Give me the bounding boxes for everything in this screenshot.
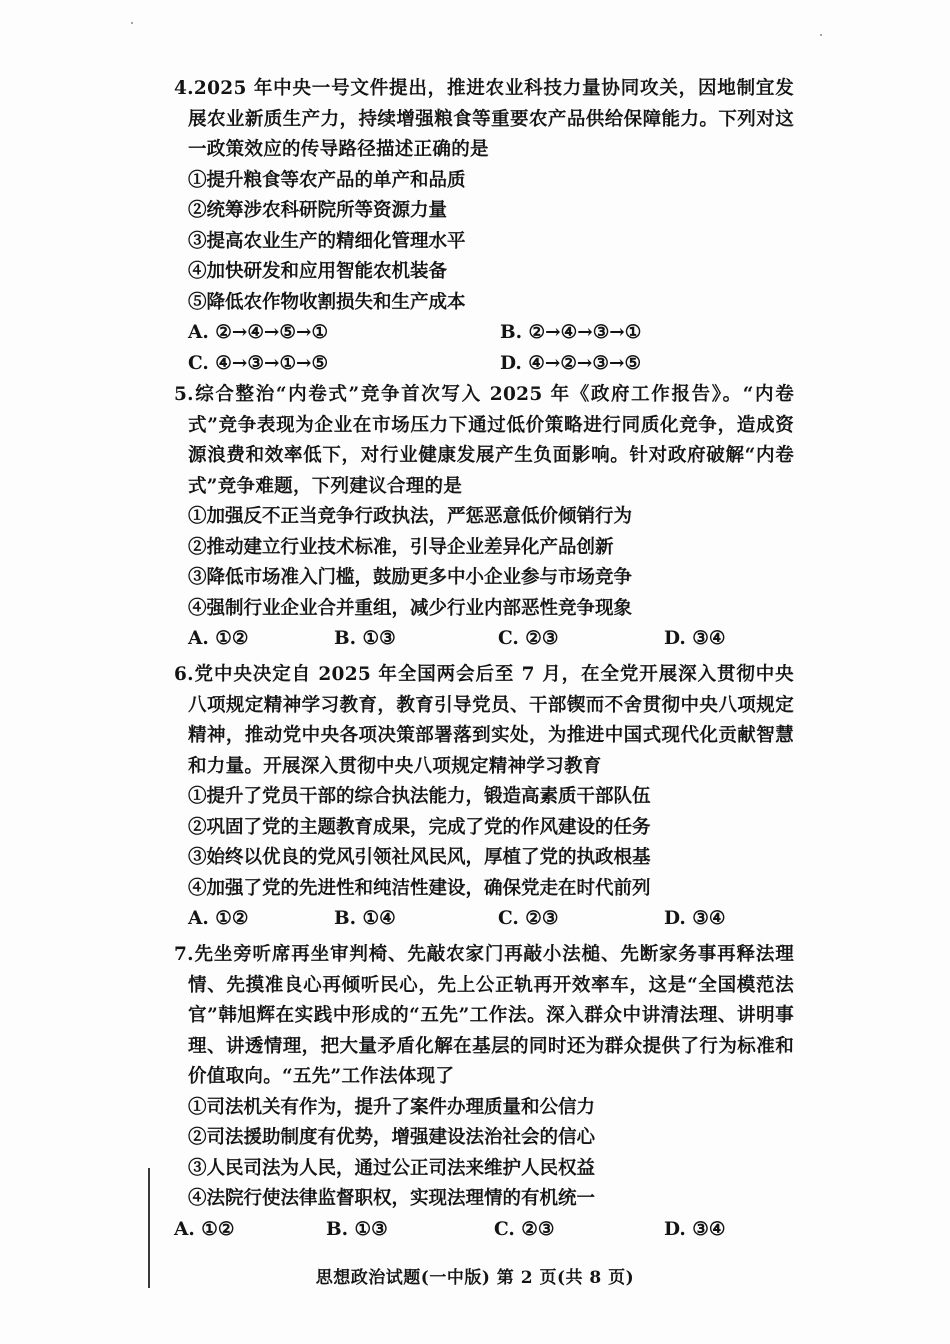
option-b: B. ①③ <box>326 1218 388 1240</box>
question-text: 党中央决定自 2025 年全国两会后至 7 月，在全党开展深入贯彻中央八项规定精神学习教育，教育引导党员、干部锲而不舍贯彻中央八项规定精神，推动党中央各项决策部署落到实处，为推进中国式现代化贡献智慧和力量。开展深入贯彻中央八项规定精神学习教育 <box>188 664 794 777</box>
question-stem <box>174 660 794 782</box>
question-number: 7. <box>174 944 194 965</box>
option-c: C. ②③ <box>498 628 559 649</box>
answer-options <box>174 318 794 349</box>
question-7 <box>174 940 794 1245</box>
option-a: A. ①② <box>188 628 249 649</box>
statement-item: ④法院行使法律监督职权，实现法理情的有机统一 <box>188 1188 596 1209</box>
question-text: 先坐旁听席再坐审判椅、先敲农家门再敲小法槌、先断家务事再释法理情、先摸准良心再倾听民心，先上公正轨再开效率车，这是“全国模范法官”韩旭辉在实践中形成的“五先”工作法。深入群众中讲清法理、讲明事理、讲透情理，把大量矛盾化解在基层的同时还为群众提供了行为标准和价值取向。“五先”工作法体现了 <box>188 944 794 1087</box>
question-5 <box>174 380 794 655</box>
statement-item: ①加强反不正当竞争行政执法，严惩恶意低价倾销行为 <box>188 506 633 527</box>
question-stem <box>174 74 794 166</box>
scan-speck <box>820 34 822 36</box>
statement-item: ②推动建立行业技术标准，引导企业差异化产品创新 <box>188 536 614 558</box>
answer-options <box>174 1215 794 1246</box>
option-b: B. ①④ <box>334 908 396 929</box>
option-d: D. ③④ <box>664 1218 726 1240</box>
option-b: B. ②→④→③→① <box>500 322 642 343</box>
option-d: D. ④→②→③→⑤ <box>500 352 642 374</box>
statement-item: ①提升粮食等农产品的单产和品质 <box>188 169 466 191</box>
scan-speck <box>131 22 133 24</box>
option-a: A. ①② <box>174 1218 235 1240</box>
statement-item: ①提升了党员干部的综合执法能力，锻造高素质干部队伍 <box>188 786 651 807</box>
option-a: A. ①② <box>188 908 249 929</box>
statement-item: ③始终以优良的党风引领社风民风，厚植了党的执政根基 <box>188 847 651 868</box>
statement-item: ③人民司法为人民，通过公正司法来维护人民权益 <box>188 1157 596 1179</box>
statement-item: ②统筹涉农科研院所等资源力量 <box>188 200 448 221</box>
statement-item: ⑤降低农作物收割损失和生产成本 <box>188 291 466 313</box>
statement-item: ③提高农业生产的精细化管理水平 <box>188 230 466 252</box>
option-b: B. ①③ <box>334 628 396 649</box>
statement-item: ④加强了党的先进性和纯洁性建设，确保党走在时代前列 <box>188 877 651 899</box>
option-c: C. ②③ <box>498 908 559 929</box>
answer-options <box>174 624 794 655</box>
option-c: C. ②③ <box>494 1218 555 1240</box>
question-text: 2025 年中央一号文件提出，推进农业科技力量协同攻关，因地制宜发展农业新质生产力，持续增强粮食等重要农产品供给保障能力。下列对这一政策效应的传导路径描述正确的是 <box>188 78 794 160</box>
option-d: D. ③④ <box>664 908 726 929</box>
option-c: C. ④→③→①→⑤ <box>188 352 329 374</box>
page-footer: 思想政治试题(一中版) 第 2 页(共 8 页) <box>315 1268 635 1288</box>
statement-item: ②巩固了党的主题教育成果，完成了党的作风建设的任务 <box>188 816 651 838</box>
question-6 <box>174 660 794 935</box>
statement-item: ④强制行业企业合并重组，减少行业内部恶性竞争现象 <box>188 597 633 619</box>
question-number: 6. <box>174 664 194 685</box>
question-number: 5. <box>174 384 194 405</box>
option-d: D. ③④ <box>664 628 726 649</box>
option-a: A. ②→④→⑤→① <box>188 322 329 343</box>
statement-item: ④加快研发和应用智能农机装备 <box>188 261 448 282</box>
question-text: 综合整治“内卷式”竞争首次写入 2025 年《政府工作报告》。“内卷式”竞争表现为企业在市场压力下通过低价策略进行同质化竞争，造成资源浪费和效率低下，对行业健康发展产生负面影响。针对政府破解“内卷式”竞争难题，下列建议合理的是 <box>188 384 794 497</box>
statement-item: ③降低市场准入门槛，鼓励更多中小企业参与市场竞争 <box>188 567 633 588</box>
question-stem <box>174 940 794 1093</box>
question-number: 4. <box>174 78 194 99</box>
question-4 <box>174 74 794 379</box>
answer-options <box>174 904 794 935</box>
statement-item: ①司法机关有作为，提升了案件办理质量和公信力 <box>188 1096 596 1118</box>
statement-item: ②司法援助制度有优势，增强建设法治社会的信心 <box>188 1127 596 1148</box>
answer-options <box>174 349 794 380</box>
question-stem <box>174 380 794 502</box>
